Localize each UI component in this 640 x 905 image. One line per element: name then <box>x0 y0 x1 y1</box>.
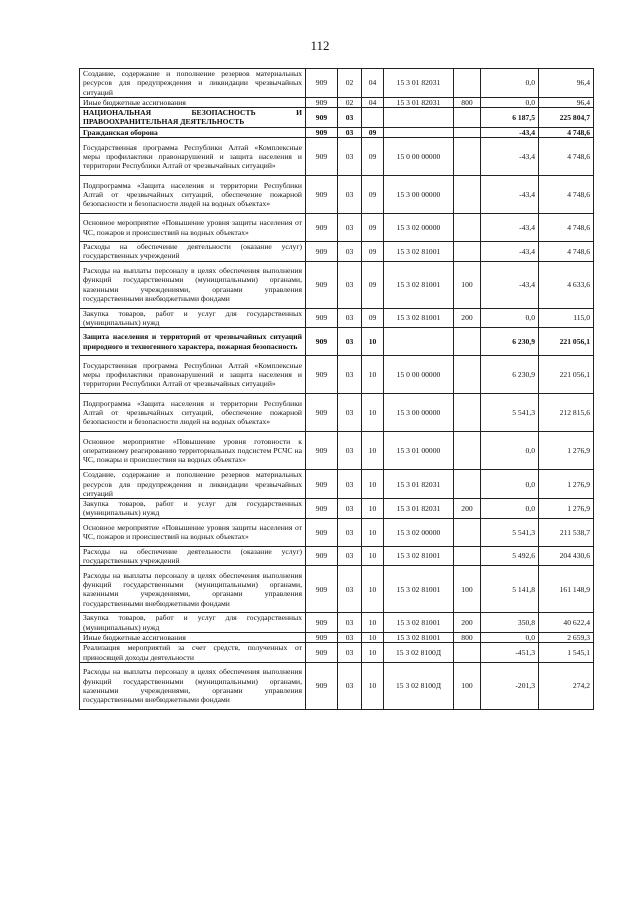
amount-total: 4 748,6 <box>539 127 594 137</box>
table-row <box>80 308 594 328</box>
row-name: Подпрограмма «Защита населения и территории Республики Алтай от чрезвычайных ситуаций, обеспечение пожарной безопасности и безопасности людей на водных объектах» <box>80 394 306 432</box>
row-name: Подпрограмма «Защита населения и территории Республики Алтай от чрезвычайных ситуаций, обеспечение пожарной безопасности и безопасности людей на водных объектах» <box>80 176 306 214</box>
table-row <box>80 470 594 499</box>
expense-type-code: 200 <box>454 613 481 633</box>
section-code: 03 <box>338 261 362 308</box>
row-name: Основное мероприятие «Повышение уровня защиты населения от ЧС, пожаров и происшествий на водных объектах» <box>80 214 306 242</box>
amount-change: 5 541,3 <box>481 394 539 432</box>
table-row <box>80 499 594 519</box>
subsection-code: 09 <box>362 127 384 137</box>
amount-change: -43,4 <box>481 138 539 176</box>
table-row <box>80 242 594 262</box>
row-name: Расходы на обеспечение деятельности (оказание услуг) государственных учреждений <box>80 546 306 566</box>
section-code: 03 <box>338 499 362 519</box>
subsection-code: 10 <box>362 499 384 519</box>
amount-total: 1 276,9 <box>539 470 594 499</box>
amount-change: 0,0 <box>481 97 539 107</box>
subsection-code: 10 <box>362 518 384 546</box>
section-code: 03 <box>338 632 362 642</box>
target-article-code: 15 3 01 82031 <box>384 69 454 98</box>
table-row <box>80 127 594 137</box>
section-code: 02 <box>338 97 362 107</box>
amount-change: -43,4 <box>481 242 539 262</box>
amount-change: 5 492,6 <box>481 546 539 566</box>
ministry-code: 909 <box>306 176 338 214</box>
expense-type-code <box>454 470 481 499</box>
ministry-code: 909 <box>306 108 338 128</box>
amount-total: 1 545,1 <box>539 643 594 663</box>
subsection-code: 09 <box>362 242 384 262</box>
expense-type-code <box>454 176 481 214</box>
section-code: 03 <box>338 138 362 176</box>
amount-change: 0,0 <box>481 308 539 328</box>
amount-change: 0,0 <box>481 632 539 642</box>
table-row <box>80 518 594 546</box>
table-row <box>80 356 594 394</box>
amount-total: 4 748,6 <box>539 176 594 214</box>
target-article-code: 15 3 02 00000 <box>384 518 454 546</box>
subsection-code: 09 <box>362 308 384 328</box>
row-name: Создание, содержание и пополнение резервов материальных ресурсов для предупреждения и ликвидации чрезвычайных ситуаций <box>80 470 306 499</box>
amount-change: 0,0 <box>481 432 539 470</box>
row-name: Государственная программа Республики Алтай «Комплексные меры профилактики правонарушений и защита населения и территории Республики Алтай от чрезвычайных ситуаций» <box>80 356 306 394</box>
ministry-code: 909 <box>306 613 338 633</box>
target-article-code: 15 3 02 81001 <box>384 546 454 566</box>
row-name: Расходы на выплаты персоналу в целях обеспечения выполнения функций государственными (муниципальными) органами, казенными учреждениями, органами управления государственными внебюджетными фондами <box>80 662 306 709</box>
amount-total: 204 430,6 <box>539 546 594 566</box>
amount-change: 5 541,3 <box>481 518 539 546</box>
expense-type-code: 100 <box>454 566 481 613</box>
amount-total: 4 633,6 <box>539 261 594 308</box>
subsection-code: 04 <box>362 97 384 107</box>
subsection-code: 10 <box>362 432 384 470</box>
budget-table <box>79 68 594 710</box>
ministry-code: 909 <box>306 643 338 663</box>
ministry-code: 909 <box>306 261 338 308</box>
expense-type-code <box>454 127 481 137</box>
expense-type-code <box>454 356 481 394</box>
amount-total: 221 056,1 <box>539 328 594 356</box>
expense-type-code: 200 <box>454 308 481 328</box>
table-row <box>80 643 594 663</box>
section-code: 03 <box>338 127 362 137</box>
ministry-code: 909 <box>306 394 338 432</box>
expense-type-code <box>454 643 481 663</box>
section-code: 03 <box>338 176 362 214</box>
amount-total: 274,2 <box>539 662 594 709</box>
section-code: 02 <box>338 69 362 98</box>
section-code: 03 <box>338 108 362 128</box>
ministry-code: 909 <box>306 518 338 546</box>
row-name: Расходы на выплаты персоналу в целях обеспечения выполнения функций государственными (муниципальными) органами, казенными учреждениями, органами управления государственными внебюджетными фондами <box>80 261 306 308</box>
table-row <box>80 546 594 566</box>
target-article-code: 15 3 02 8100Д <box>384 643 454 663</box>
target-article-code: 15 3 02 81001 <box>384 308 454 328</box>
expense-type-code <box>454 518 481 546</box>
row-name: Основное мероприятие «Повышение уровня готовности к оперативному реагированию территориальных подсистем РСЧС на ЧС, пожары и происшествия на водных объектах» <box>80 432 306 470</box>
expense-type-code: 800 <box>454 97 481 107</box>
target-article-code: 15 3 00 00000 <box>384 176 454 214</box>
expense-type-code: 800 <box>454 632 481 642</box>
row-name: Реализация мероприятий за счет средств, полученных от приносящей доходы деятельности <box>80 643 306 663</box>
subsection-code: 10 <box>362 632 384 642</box>
section-code: 03 <box>338 328 362 356</box>
section-code: 03 <box>338 356 362 394</box>
expense-type-code <box>454 432 481 470</box>
row-name: Государственная программа Республики Алтай «Комплексные меры профилактики правонарушений и защита населения и территории Республики Алтай от чрезвычайных ситуаций» <box>80 138 306 176</box>
expense-type-code: 100 <box>454 662 481 709</box>
table-row <box>80 97 594 107</box>
subsection-code: 10 <box>362 328 384 356</box>
section-code: 03 <box>338 432 362 470</box>
target-article-code: 15 3 01 82031 <box>384 470 454 499</box>
section-code: 03 <box>338 308 362 328</box>
target-article-code <box>384 127 454 137</box>
table-row <box>80 214 594 242</box>
amount-total: 115,0 <box>539 308 594 328</box>
expense-type-code: 200 <box>454 499 481 519</box>
row-name: Закупка товаров, работ и услуг для государственных (муниципальных) нужд <box>80 308 306 328</box>
ministry-code: 909 <box>306 499 338 519</box>
subsection-code: 09 <box>362 176 384 214</box>
target-article-code: 15 3 02 81001 <box>384 261 454 308</box>
amount-total: 4 748,6 <box>539 214 594 242</box>
section-code: 03 <box>338 662 362 709</box>
subsection-code: 10 <box>362 394 384 432</box>
table-row <box>80 261 594 308</box>
expense-type-code <box>454 108 481 128</box>
expense-type-code <box>454 138 481 176</box>
target-article-code: 15 3 01 00000 <box>384 432 454 470</box>
subsection-code: 10 <box>362 546 384 566</box>
ministry-code: 909 <box>306 632 338 642</box>
amount-change: 6 187,5 <box>481 108 539 128</box>
amount-total: 1 276,9 <box>539 499 594 519</box>
table-row <box>80 176 594 214</box>
ministry-code: 909 <box>306 566 338 613</box>
section-code: 03 <box>338 546 362 566</box>
row-name: Закупка товаров, работ и услуг для государственных (муниципальных) нужд <box>80 499 306 519</box>
amount-total: 161 148,9 <box>539 566 594 613</box>
row-name: Гражданская оборона <box>80 127 306 137</box>
target-article-code: 15 3 02 81001 <box>384 632 454 642</box>
amount-change: 6 230,9 <box>481 328 539 356</box>
amount-change: -43,4 <box>481 127 539 137</box>
amount-change: -201,3 <box>481 662 539 709</box>
amount-change: -43,4 <box>481 261 539 308</box>
expense-type-code: 100 <box>454 261 481 308</box>
target-article-code <box>384 108 454 128</box>
amount-total: 96,4 <box>539 97 594 107</box>
row-name: Защита населения и территорий от чрезвычайных ситуаций природного и техногенного характера, пожарная безопасность <box>80 328 306 356</box>
target-article-code: 15 3 00 00000 <box>384 394 454 432</box>
section-code: 03 <box>338 518 362 546</box>
amount-change: -43,4 <box>481 214 539 242</box>
table-row <box>80 613 594 633</box>
amount-change: 6 230,9 <box>481 356 539 394</box>
ministry-code: 909 <box>306 432 338 470</box>
section-code: 03 <box>338 242 362 262</box>
subsection-code: 09 <box>362 261 384 308</box>
expense-type-code <box>454 546 481 566</box>
amount-change: 0,0 <box>481 499 539 519</box>
row-name: Иные бюджетные ассигнования <box>80 632 306 642</box>
amount-change: 5 141,8 <box>481 566 539 613</box>
section-code: 03 <box>338 214 362 242</box>
target-article-code: 15 0 00 00000 <box>384 138 454 176</box>
amount-total: 40 622,4 <box>539 613 594 633</box>
amount-total: 2 659,3 <box>539 632 594 642</box>
ministry-code: 909 <box>306 138 338 176</box>
ministry-code: 909 <box>306 470 338 499</box>
expense-type-code <box>454 69 481 98</box>
section-code: 03 <box>338 566 362 613</box>
subsection-code: 10 <box>362 643 384 663</box>
section-code: 03 <box>338 643 362 663</box>
ministry-code: 909 <box>306 662 338 709</box>
amount-total: 221 056,1 <box>539 356 594 394</box>
amount-change: 0,0 <box>481 470 539 499</box>
target-article-code: 15 3 02 00000 <box>384 214 454 242</box>
ministry-code: 909 <box>306 328 338 356</box>
amount-total: 212 815,6 <box>539 394 594 432</box>
subsection-code: 09 <box>362 138 384 176</box>
amount-change: -43,4 <box>481 176 539 214</box>
expense-type-code <box>454 214 481 242</box>
target-article-code <box>384 328 454 356</box>
ministry-code: 909 <box>306 308 338 328</box>
table-row <box>80 662 594 709</box>
amount-change: 0,0 <box>481 69 539 98</box>
expense-type-code <box>454 328 481 356</box>
subsection-code: 10 <box>362 470 384 499</box>
amount-total: 211 538,7 <box>539 518 594 546</box>
subsection-code: 09 <box>362 214 384 242</box>
amount-total: 96,4 <box>539 69 594 98</box>
row-name: Основное мероприятие «Повышение уровня защиты населения от ЧС, пожаров и происшествий на водных объектах» <box>80 518 306 546</box>
expense-type-code <box>454 394 481 432</box>
table-row <box>80 138 594 176</box>
section-code: 03 <box>338 470 362 499</box>
subsection-code: 10 <box>362 356 384 394</box>
target-article-code: 15 0 00 00000 <box>384 356 454 394</box>
row-name: Иные бюджетные ассигнования <box>80 97 306 107</box>
amount-total: 225 804,7 <box>539 108 594 128</box>
table-row <box>80 432 594 470</box>
amount-total: 4 748,6 <box>539 242 594 262</box>
ministry-code: 909 <box>306 242 338 262</box>
table-row <box>80 328 594 356</box>
ministry-code: 909 <box>306 214 338 242</box>
table-row <box>80 108 594 128</box>
subsection-code: 10 <box>362 613 384 633</box>
target-article-code: 15 3 01 82031 <box>384 499 454 519</box>
row-name: Закупка товаров, работ и услуг для государственных (муниципальных) нужд <box>80 613 306 633</box>
section-code: 03 <box>338 613 362 633</box>
ministry-code: 909 <box>306 127 338 137</box>
subsection-code: 10 <box>362 662 384 709</box>
row-name: Расходы на обеспечение деятельности (оказание услуг) государственных учреждений <box>80 242 306 262</box>
row-name: Создание, содержание и пополнение резервов материальных ресурсов для предупреждения и ликвидации чрезвычайных ситуаций <box>80 69 306 98</box>
target-article-code: 15 3 02 81001 <box>384 613 454 633</box>
target-article-code: 15 3 01 82031 <box>384 97 454 107</box>
row-name: Расходы на выплаты персоналу в целях обеспечения выполнения функций государственными (муниципальными) органами, казенными учреждениями, органами управления государственными внебюджетными фондами <box>80 566 306 613</box>
amount-change: -451,3 <box>481 643 539 663</box>
table-row <box>80 394 594 432</box>
subsection-code: 04 <box>362 69 384 98</box>
budget-table-body <box>80 69 594 710</box>
expense-type-code <box>454 242 481 262</box>
ministry-code: 909 <box>306 69 338 98</box>
target-article-code: 15 3 02 81001 <box>384 566 454 613</box>
ministry-code: 909 <box>306 97 338 107</box>
subsection-code: 10 <box>362 566 384 613</box>
subsection-code <box>362 108 384 128</box>
row-name: НАЦИОНАЛЬНАЯ БЕЗОПАСНОСТЬ И ПРАВООХРАНИТЕЛЬНАЯ ДЕЯТЕЛЬНОСТЬ <box>80 108 306 128</box>
target-article-code: 15 3 02 8100Д <box>384 662 454 709</box>
section-code: 03 <box>338 394 362 432</box>
table-row <box>80 69 594 98</box>
ministry-code: 909 <box>306 356 338 394</box>
amount-total: 4 748,6 <box>539 138 594 176</box>
ministry-code: 909 <box>306 546 338 566</box>
target-article-code: 15 3 02 81001 <box>384 242 454 262</box>
amount-total: 1 276,9 <box>539 432 594 470</box>
table-row <box>80 566 594 613</box>
table-row <box>80 632 594 642</box>
amount-change: 350,8 <box>481 613 539 633</box>
page-number: 112 <box>310 38 330 53</box>
